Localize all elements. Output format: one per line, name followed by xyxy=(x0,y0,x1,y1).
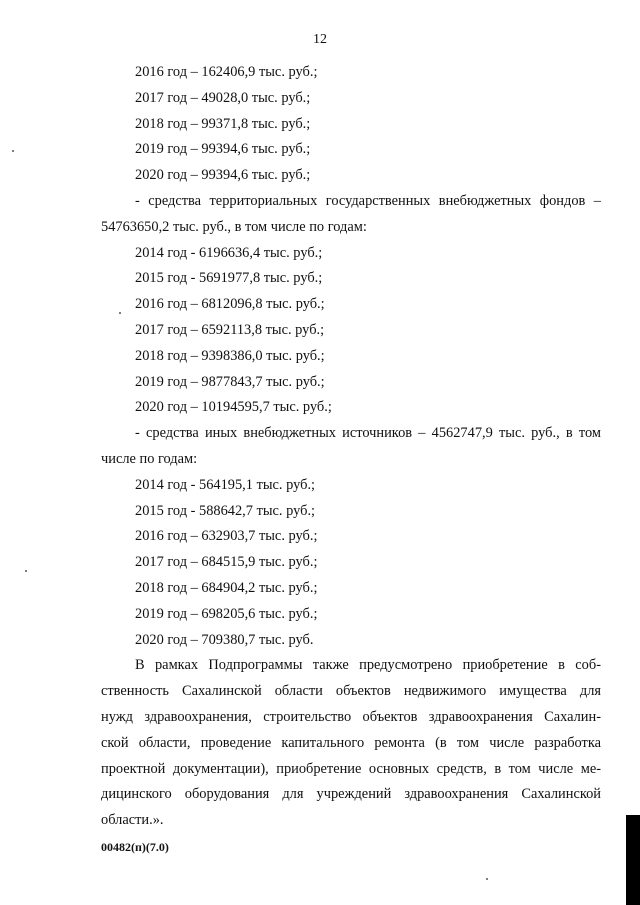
paragraph-line: проектной документации), приобретение основных средств, в том числе ме- xyxy=(101,760,601,777)
year-line: 2016 год – 632903,7 тыс. руб.; xyxy=(135,528,318,545)
other-sources-heading-line: - средства иных внебюджетных источников – 4562747,9 тыс. руб., в том xyxy=(135,425,601,442)
scan-edge-mark xyxy=(626,815,640,905)
year-line: 2014 год - 6196636,4 тыс. руб.; xyxy=(135,244,323,261)
paragraph-line: дицинского оборудования для учреждений здравоохранения Сахалинской xyxy=(101,786,601,803)
year-line: 2017 год – 684515,9 тыс. руб.; xyxy=(135,554,318,571)
year-line: 2020 год – 10194595,7 тыс. руб.; xyxy=(135,399,332,416)
funds-total-line: 54763650,2 тыс. руб., в том числе по годам: xyxy=(101,218,367,235)
year-line: 2019 год – 99394,6 тыс. руб.; xyxy=(135,141,311,158)
year-line: 2014 год - 564195,1 тыс. руб.; xyxy=(135,476,316,493)
year-line: 2018 год – 684904,2 тыс. руб.; xyxy=(135,579,318,596)
year-line: 2020 год – 99394,6 тыс. руб.; xyxy=(135,167,311,184)
year-line: 2015 год - 5691977,8 тыс. руб.; xyxy=(135,270,323,287)
other-sources-total-line: числе по годам: xyxy=(101,450,198,467)
scan-speck xyxy=(12,150,14,152)
paragraph-line: ственность Сахалинской области объектов недвижимого имущества для xyxy=(101,683,601,700)
year-line: 2017 год – 49028,0 тыс. руб.; xyxy=(135,89,311,106)
document-code: 00482(п)(7.0) xyxy=(101,840,169,854)
paragraph-line: ской области, проведение капитального ремонта (в том числе разработка xyxy=(101,734,601,751)
scan-speck xyxy=(119,312,121,314)
year-line: 2016 год – 6812096,8 тыс. руб.; xyxy=(135,296,325,313)
document-body xyxy=(101,60,601,834)
year-line: 2015 год - 588642,7 тыс. руб.; xyxy=(135,502,316,519)
year-line: 2020 год – 709380,7 тыс. руб. xyxy=(135,631,314,648)
paragraph-line: области.». xyxy=(101,812,164,829)
year-line: 2019 год – 698205,6 тыс. руб.; xyxy=(135,605,318,622)
year-line: 2018 год – 9398386,0 тыс. руб.; xyxy=(135,347,325,364)
year-line: 2017 год – 6592113,8 тыс. руб.; xyxy=(135,321,325,338)
year-line: 2016 год – 162406,9 тыс. руб.; xyxy=(135,64,318,80)
page-number: 12 xyxy=(313,32,327,47)
scan-speck xyxy=(486,878,488,880)
year-line: 2019 год – 9877843,7 тыс. руб.; xyxy=(135,373,325,390)
year-line: 2018 год – 99371,8 тыс. руб.; xyxy=(135,115,311,132)
paragraph-line: В рамках Подпрограммы также предусмотрено приобретение в соб- xyxy=(135,657,601,674)
scan-speck xyxy=(25,570,27,572)
funds-heading-line: - средства территориальных государственных внебюджетных фондов – xyxy=(135,192,601,209)
paragraph-line: нужд здравоохранения, строительство объектов здравоохранения Сахалин- xyxy=(101,708,601,725)
